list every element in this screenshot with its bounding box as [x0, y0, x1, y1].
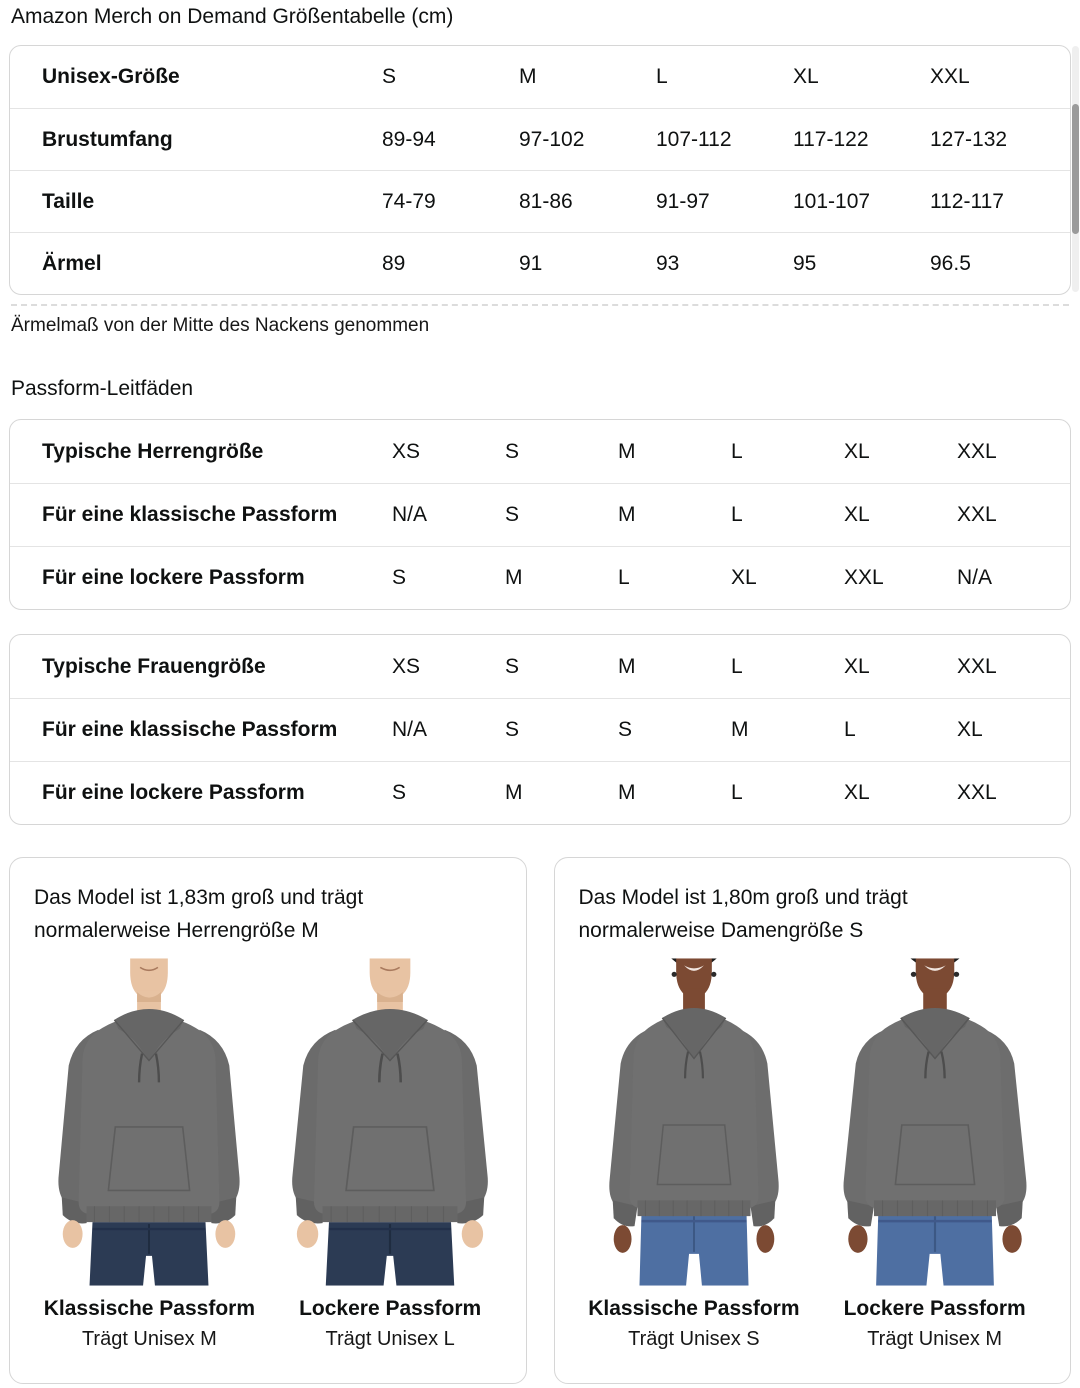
horizontal-scroll-divider — [11, 304, 1069, 306]
size-cell: M — [731, 718, 749, 742]
size-cell: XL — [844, 503, 870, 527]
fit-size: Trägt Unisex S — [628, 1327, 760, 1350]
table-row — [10, 546, 1070, 609]
male-model-classic-photo — [35, 957, 263, 1287]
size-cell: L — [731, 439, 743, 463]
womens-fit-table — [9, 634, 1071, 825]
figure-caption — [44, 1295, 255, 1353]
size-cell: N/A — [392, 718, 428, 742]
sleeve-measure-note: Ärmelmaß von der Mitte des Nackens genommen — [11, 315, 430, 337]
mens-fit-table — [9, 419, 1071, 610]
size-cell: S — [505, 718, 520, 742]
size-cell: N/A — [392, 503, 428, 527]
size-cell: XXL — [930, 65, 970, 89]
size-cell: XXL — [957, 781, 997, 805]
fit-size: Trägt Unisex L — [325, 1327, 455, 1350]
size-cell: S — [392, 566, 407, 590]
row-label: Für eine klassische Passform — [42, 503, 338, 527]
size-cell: S — [505, 654, 520, 678]
row-label: Brustumfang — [42, 127, 173, 151]
female-model-classic-photo — [580, 957, 808, 1287]
model-description: Das Model ist 1,83m groß und trägt normalerweise Herrengröße M — [34, 886, 364, 942]
model-figure-loose — [275, 957, 506, 1353]
value-cell: 96.5 — [930, 251, 971, 275]
size-cell: S — [392, 781, 407, 805]
size-cell: S — [382, 65, 397, 89]
table-row — [10, 761, 1070, 824]
model-card-women — [554, 857, 1072, 1384]
unisex-size-table[interactable] — [9, 45, 1071, 295]
size-cell: M — [505, 566, 523, 590]
value-cell: 97-102 — [519, 127, 585, 151]
model-description: Das Model ist 1,80m groß und trägt normalerweise Damengröße S — [578, 886, 908, 942]
table-row — [10, 232, 1070, 294]
model-cards — [9, 857, 1071, 1384]
size-cell: XXL — [957, 503, 997, 527]
value-cell: 101-107 — [793, 189, 871, 213]
value-cell: 81-86 — [519, 189, 573, 213]
size-cell: M — [505, 781, 523, 805]
model-figure-classic — [579, 957, 810, 1353]
size-cell: M — [519, 65, 537, 89]
fit-name: Klassische Passform — [43, 1297, 256, 1321]
size-cell: S — [618, 718, 633, 742]
table-row — [10, 170, 1070, 232]
value-cell: 91 — [519, 251, 543, 275]
fit-guides-heading: Passform-Leitfäden — [11, 377, 194, 401]
value-cell: 95 — [793, 251, 817, 275]
size-cell: L — [731, 781, 743, 805]
figure-caption — [588, 1295, 799, 1353]
model-figures — [579, 957, 1051, 1353]
value-cell: 89 — [382, 251, 406, 275]
model-figure-loose — [819, 957, 1050, 1353]
table-row — [10, 420, 1070, 483]
male-model-loose-photo — [276, 957, 504, 1287]
size-cell: M — [618, 781, 636, 805]
size-cell: S — [505, 503, 520, 527]
model-figures — [34, 957, 506, 1353]
row-label: Typische Frauengröße — [42, 654, 266, 678]
figure-caption — [299, 1295, 481, 1353]
table-row — [10, 483, 1070, 546]
row-label: Typische Herrengröße — [42, 439, 264, 463]
size-cell: L — [731, 654, 743, 678]
figure-caption — [844, 1295, 1026, 1353]
size-cell: XXL — [957, 439, 997, 463]
fit-name: Lockere Passform — [299, 1297, 482, 1321]
table-row — [10, 698, 1070, 761]
size-cell: XL — [731, 566, 757, 590]
value-cell: 107-112 — [656, 127, 732, 151]
size-cell: XXL — [957, 654, 997, 678]
model-figure-classic — [34, 957, 265, 1353]
size-cell: M — [618, 503, 636, 527]
row-label: Unisex-Größe — [42, 65, 180, 89]
fit-size: Trägt Unisex M — [81, 1327, 217, 1350]
size-cell: L — [844, 718, 856, 742]
size-cell: XL — [844, 439, 870, 463]
size-cell: XS — [392, 654, 421, 678]
value-cell: 112-117 — [930, 189, 1004, 213]
value-cell: 117-122 — [793, 127, 869, 151]
value-cell: 74-79 — [382, 189, 436, 213]
size-cell: L — [731, 503, 743, 527]
size-cell: XL — [793, 65, 819, 89]
table-row — [10, 108, 1070, 170]
size-cell: XL — [844, 654, 870, 678]
female-model-loose-photo — [821, 957, 1049, 1287]
fit-name: Klassische Passform — [588, 1297, 800, 1321]
size-cell: XS — [392, 439, 421, 463]
fit-size: Trägt Unisex M — [867, 1327, 1003, 1350]
size-cell: XXL — [844, 566, 884, 590]
size-cell: N/A — [957, 566, 993, 590]
value-cell: 93 — [656, 251, 680, 275]
size-cell: XL — [957, 718, 983, 742]
value-cell: 89-94 — [382, 127, 436, 151]
table-row — [10, 46, 1070, 108]
table-row — [10, 635, 1070, 698]
value-cell: 127-132 — [930, 127, 1008, 151]
table-scrollbar-thumb[interactable] — [1072, 104, 1079, 234]
row-label: Ärmel — [42, 251, 102, 275]
model-card-men — [9, 857, 527, 1384]
value-cell: 91-97 — [656, 189, 710, 213]
size-cell: L — [656, 65, 668, 89]
size-cell: S — [505, 439, 520, 463]
row-label: Für eine lockere Passform — [42, 566, 305, 590]
size-cell: M — [618, 654, 636, 678]
size-cell: L — [618, 566, 630, 590]
row-label: Für eine klassische Passform — [42, 718, 338, 742]
row-label: Taille — [42, 189, 95, 213]
page-title: Amazon Merch on Demand Größentabelle (cm) — [11, 5, 454, 28]
fit-name: Lockere Passform — [843, 1297, 1026, 1321]
size-cell: M — [618, 439, 636, 463]
size-cell: XL — [844, 781, 870, 805]
row-label: Für eine lockere Passform — [42, 781, 305, 805]
